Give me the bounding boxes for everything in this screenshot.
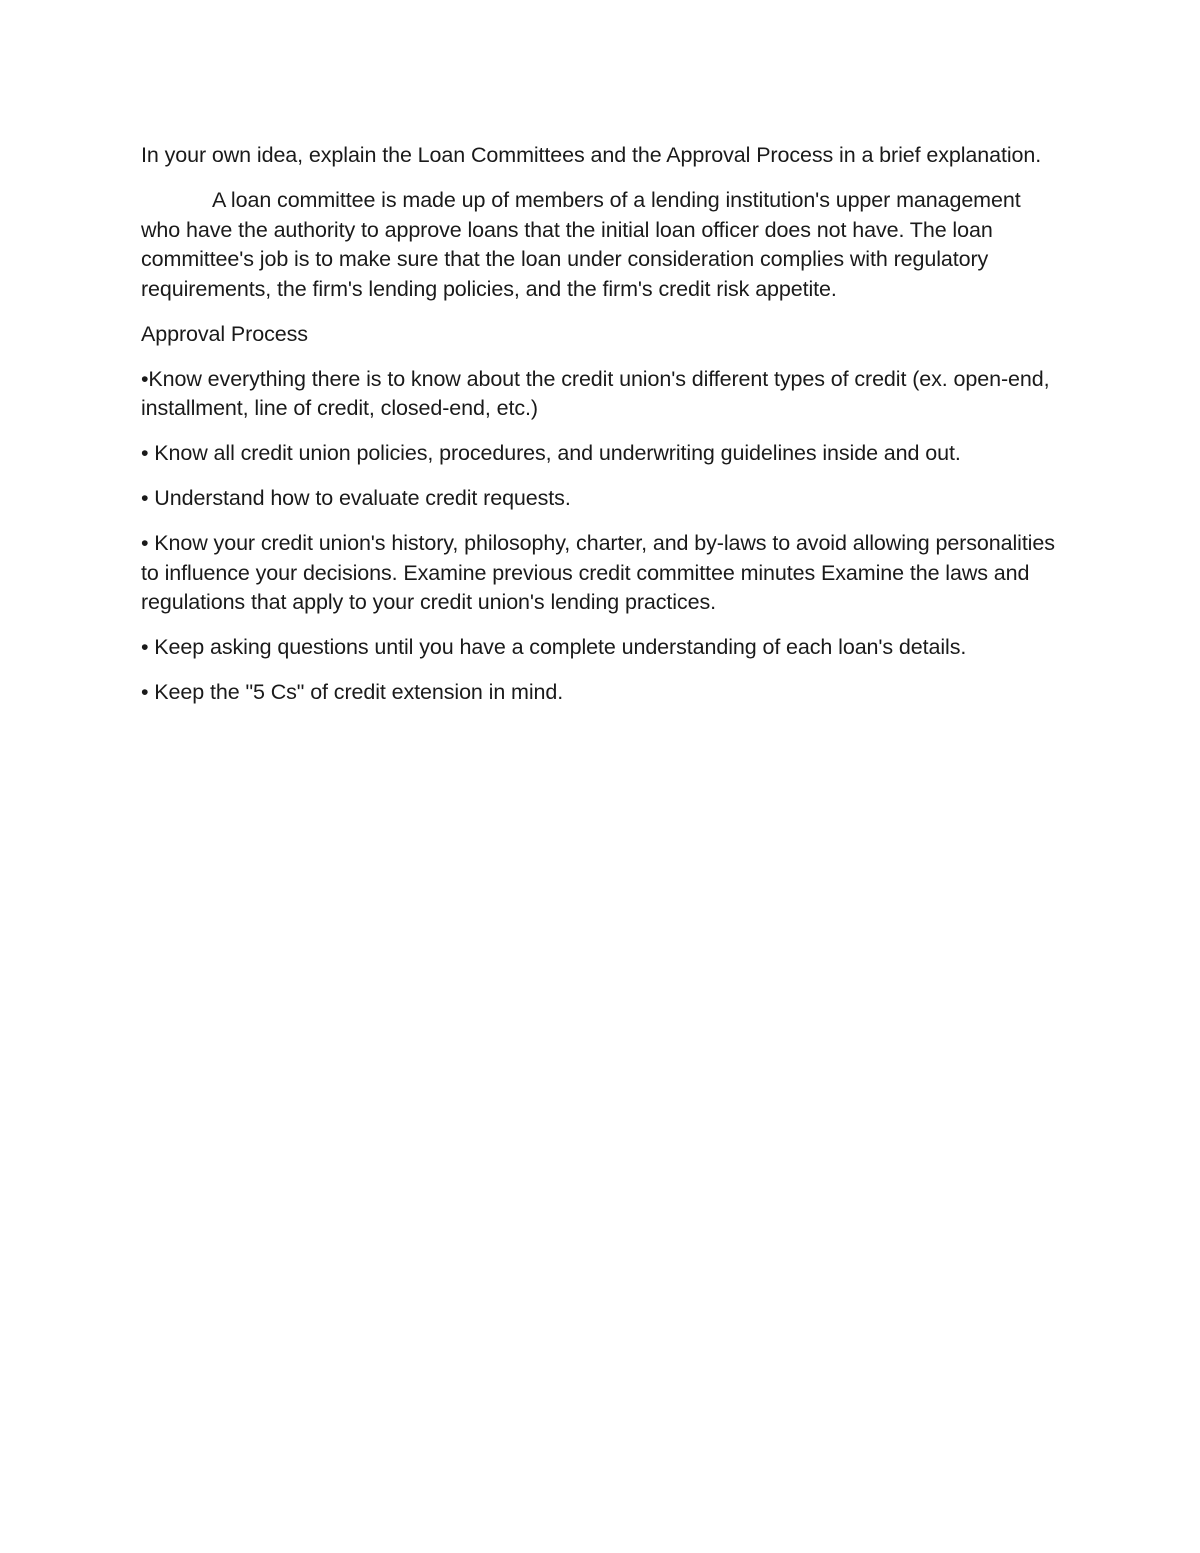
bullet-item: • Know your credit union's history, philosophy, charter, and by-laws to avoid allowing personalities to influence your decisions. Examine previous credit committee minutes Examine the laws and regulations that apply to your credit union's lending practices. [141,531,1055,614]
document-body [141,141,1061,723]
question-paragraph: In your own idea, explain the Loan Committees and the Approval Process in a brief explanation. [141,143,1042,167]
approval-process-heading: Approval Process [141,321,308,346]
bullet-item: • Know all credit union policies, procedures, and underwriting guidelines inside and out. [141,441,961,465]
answer-paragraph: A loan committee is made up of members of a lending institution's upper management who have the authority to approve loans that the initial loan officer does not have. The loan committee's job is to make sure that the loan under consideration complies with regulatory requirements, the firm's lending policies, and the firm's credit risk appetite. [141,188,1021,301]
bullet-item: • Understand how to evaluate credit requests. [141,486,571,510]
bullet-item: •Know everything there is to know about the credit union's different types of credit (ex. open-end, installment, line of credit, closed-end, etc.) [141,366,1050,420]
bullet-item: • Keep asking questions until you have a complete understanding of each loan's details. [141,635,967,659]
bullet-item: • Keep the "5 Cs" of credit extension in mind. [141,680,564,704]
